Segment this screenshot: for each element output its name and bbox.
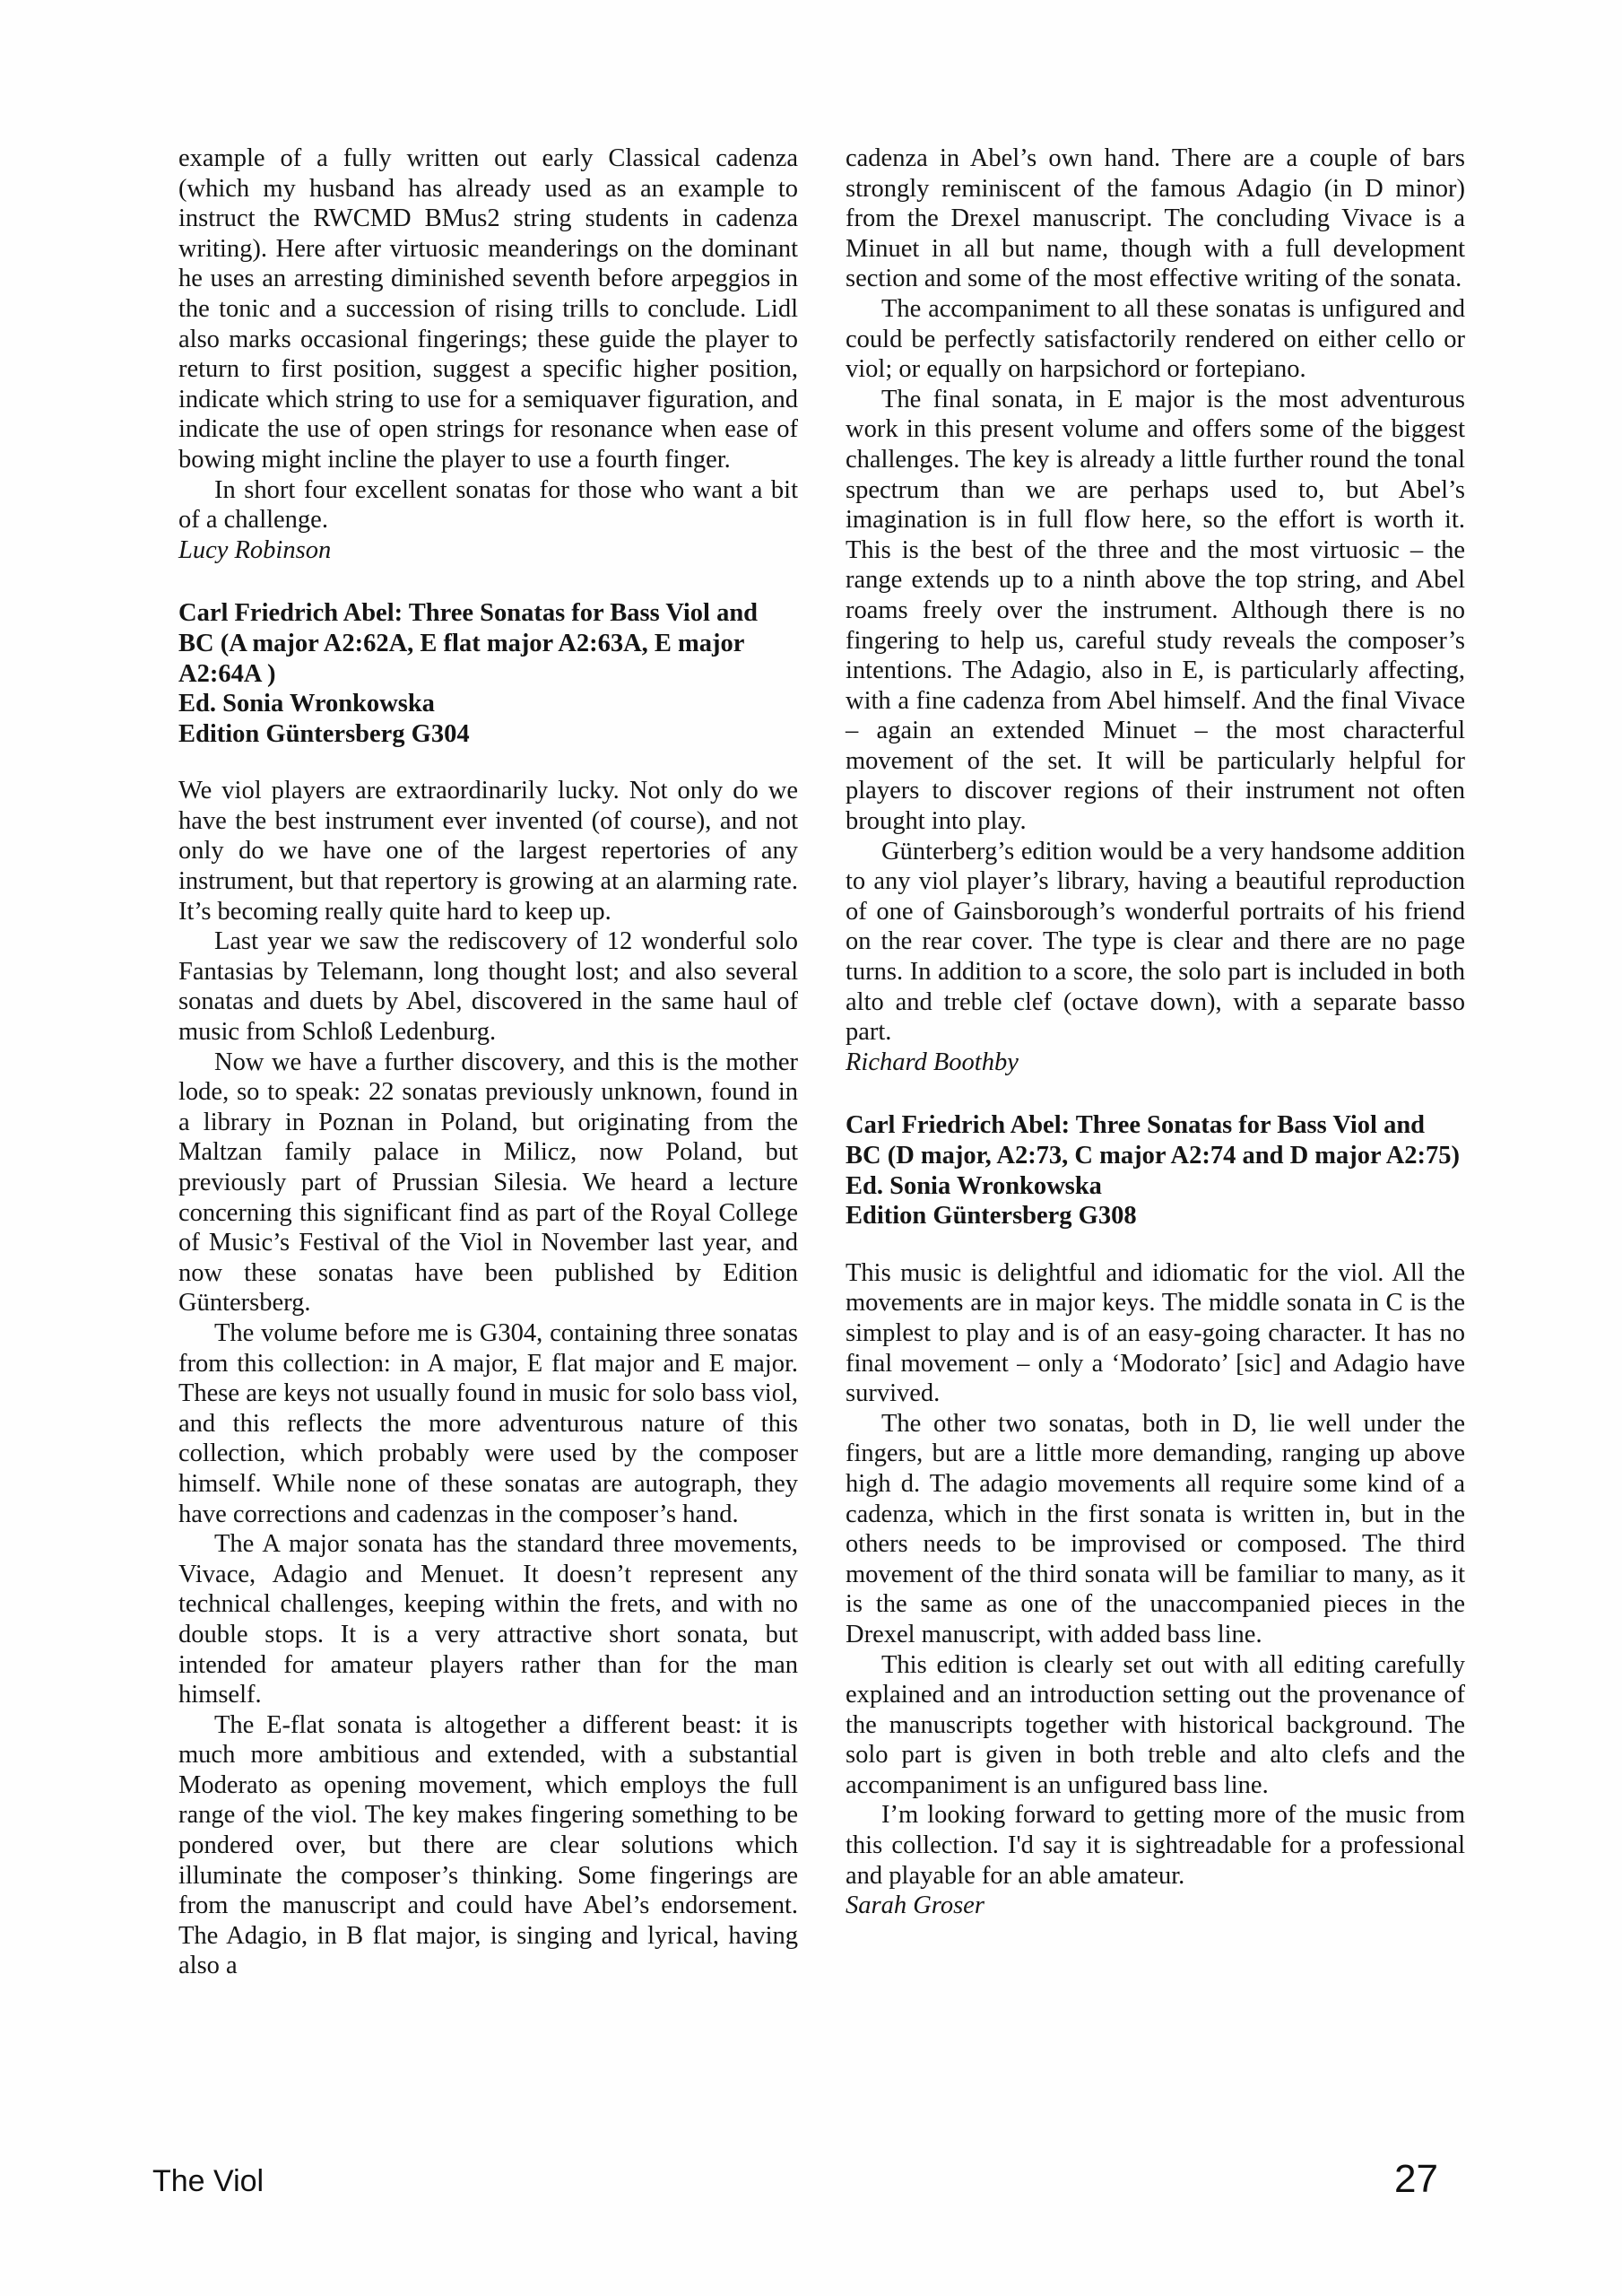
review-heading-g304: [178, 598, 798, 749]
paragraph-accompaniment: The accompaniment to all these sonatas is unfigured and could be perfectly satisfactorily rendered on either cello or viol; or equally on harpsichord or fortepiano.: [846, 294, 1465, 384]
review-edition: Edition Güntersberg G308: [846, 1202, 1137, 1231]
paragraph-we-viol-players: We viol players are extraordinarily lucky. Not only do we have the best instrument ever invented (of course), and not only do we have one of the largest repertories of any instrument, but that repertory is growing at an alarming rate. It’s becoming really quite hard to keep up.: [178, 777, 798, 926]
paragraph-other-two-sonatas: The other two sonatas, both in D, lie well under the fingers, but are a little more demanding, ranging up above high d. The adagio movements all require some kind of a cadenza, which in the first sonata is written in, but in the others needs to be improvised or composed. The third movement of the third sonata will be familiar to many, as it is the same as one of the unaccompanied pieces in the Drexel manuscript, with added bass line.: [846, 1409, 1465, 1648]
review-edition: Edition Güntersberg G304: [178, 719, 470, 748]
review-editor: Ed. Sonia Wronkowska: [846, 1171, 1102, 1200]
review-editor: Ed. Sonia Wronkowska: [178, 690, 435, 718]
footer-magazine-title: The Viol: [152, 2164, 265, 2198]
right-column: [846, 144, 1465, 1921]
review-heading-g308: [846, 1110, 1465, 1231]
review-title: Carl Friedrich Abel: Three Sonatas for Bass Viol and BC (D major, A2:73, C major A2:74 and D major A2:75): [846, 1111, 1461, 1170]
footer-page-number: 27: [1394, 2157, 1438, 2201]
review-title: Carl Friedrich Abel: Three Sonatas for Bass Viol and BC (A major A2:62A, E flat major A2:63A, E major A2:64A ): [178, 599, 759, 688]
paragraph-final-sonata: The final sonata, in E major is the most adventurous work in this present volume and offers some of the biggest challenges. The key is already a little further round the tonal spectrum than we are perhaps used to, but Abel’s imagination is in full flow here, so the effort is worth it. This is the best of the three and the most virtuosic – the range extends up to a ninth above the top string, and Abel roams freely over the instrument. Although there is no fingering to help us, careful study reveals the composer’s intentions. The Adagio, also in E, is particularly affecting, with a fine cadenza from Abel himself. And the final Vivace – again an extended Minuet – the most characterful movement of the set. It will be particularly helpful for players to discover regions of their instrument not often brought into play.: [846, 385, 1465, 836]
paragraph-this-edition: This edition is clearly set out with all editing carefully explained and an introduction setting out the provenance of the manuscripts together with historical background. The solo part is given in both treble and alto clefs and the accompaniment is an unfigured bass line.: [846, 1650, 1465, 1799]
paragraph-the-volume: The volume before me is G304, containing three sonatas from this collection: in A major, E flat major and E major. These are keys not usually found in music for solo bass viol, and this reflects the more adventurous nature of this collection, which probably were used by the composer himself. While none of these sonatas are autograph, they have corrections and cadenzas in the composer’s hand.: [178, 1318, 798, 1528]
left-column: [178, 144, 798, 1981]
paragraph-gunterberg-edition: Günterberg’s edition would be a very handsome addition to any viol player’s library, having a beautiful reproduction of one of Gainsborough’s wonderful portraits of his friend on the rear cover. The type is clear and there are no page turns. In addition to a score, the solo part is included in both alto and treble clef (octave down), with a separate basso part.: [846, 837, 1465, 1047]
paragraph-cadenza-continuation: cadenza in Abel’s own hand. There are a couple of bars strongly reminiscent of the famous Adagio (in D minor) from the Drexel manuscript. The concluding Vivace is a Minuet in all but name, though with a full development section and some of the most effective writing of the sonata.: [846, 144, 1465, 293]
paragraph-lidl-continuation: example of a fully written out early Classical cadenza (which my husband has already used as an example to instruct the RWCMD BMus2 string students in cadenza writing). Here after virtuosic meanderings on the dominant he uses an arresting diminished seventh before arpeggios in the tonic and a succession of rising trills to conclude. Lidl also marks occasional fingerings; these guide the player to return to first position, suggest a specific higher position, indicate which string to use for a semiquaver figuration, and indicate the use of open strings for resonance when ease of bowing might incline the player to use a fourth finger.: [178, 144, 798, 474]
paragraph-in-short: In short four excellent sonatas for those who want a bit of a challenge.: [178, 475, 798, 535]
paragraph-last-year: Last year we saw the rediscovery of 12 wonderful solo Fantasias by Telemann, long thought lost; and also several sonatas and duets by Abel, discovered in the same haul of music from Schloß Ledenburg.: [178, 927, 798, 1047]
byline-sarah-groser: Sarah Groser: [846, 1892, 984, 1920]
paragraph-e-flat-sonata: The E-flat sonata is altogether a different beast: it is much more ambitious and extended, with a substantial Moderato as opening movement, which employs the full range of the viol. The key makes fingering something to be pondered over, but there are clear solutions which illuminate the composer’s thinking. Some fingerings are from the manuscript and could have Abel’s endorsement. The Adagio, in B flat major, is singing and lyrical, having also a: [178, 1710, 798, 1980]
byline-lucy-robinson: Lucy Robinson: [178, 535, 332, 564]
byline-richard-boothby: Richard Boothby: [846, 1048, 1019, 1076]
paragraph-looking-forward: I’m looking forward to getting more of the music from this collection. I'd say it is sightreadable for a professional and playable for an able amateur.: [846, 1801, 1465, 1890]
paragraph-this-music: This music is delightful and idiomatic for the viol. All the movements are in major keys. The middle sonata in C is the simplest to play and is of an easy-going character. It has no final movement – only a ‘Modorato’ [sic] and Adagio have survived.: [846, 1258, 1465, 1408]
paragraph-now-we-have: Now we have a further discovery, and this is the mother lode, so to speak: 22 sonatas previously unknown, found in a library in Poznan in Poland, but originating from the Maltzan family palace in Milicz, now Poland, but previously part of Prussian Silesia. We heard a lecture concerning this significant find as part of the Royal College of Music’s Festival of the Viol in November last year, and now these sonatas have been published by Edition Güntersberg.: [178, 1048, 798, 1318]
paragraph-a-major-sonata: The A major sonata has the standard three movements, Vivace, Adagio and Menuet. It doesn’t represent any technical challenges, keeping within the frets, and with no double stops. It is a very attractive short sonata, but intended for amateur players rather than for the man himself.: [178, 1530, 798, 1709]
